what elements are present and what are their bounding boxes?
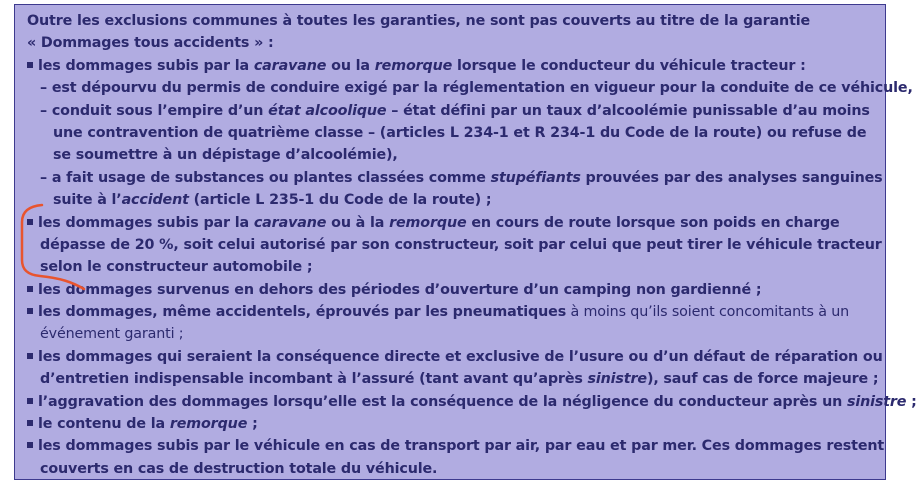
list-item-usure-cont — [27, 368, 879, 390]
text-segment: ou à la — [326, 214, 390, 231]
text-segment: caravane — [253, 57, 327, 74]
list-item-pneumatiques — [27, 301, 879, 323]
sub-item-stupefiants-cont — [27, 189, 879, 211]
text-segment: les dommages survenus en dehors des périodes d’ouverture d’un camping non gardienné ; — [38, 281, 762, 298]
text-segment: les dommages subis par la — [38, 57, 254, 74]
bullet-square-icon — [27, 398, 33, 404]
list-item-pneumatiques-cont: événement garanti ; — [40, 326, 184, 343]
text-segment: ; — [906, 393, 917, 410]
text-segment: (article L 235-1 du Code de la route) ; — [188, 192, 492, 209]
sub-item-stupefiants — [27, 167, 883, 189]
list-item-camping — [27, 279, 879, 301]
list-item-poids-cont-1: dépasse de 20 %, soit celui autorisé par son constructeur, soit par celui que peut tirer le véhicule tracteur — [40, 236, 882, 253]
text-segment: les dommages subis par le véhicule en cas de transport par air, par eau et par mer. Ces dommages restent — [38, 438, 885, 455]
text-segment: caravane — [253, 214, 327, 231]
bullet-square-icon — [27, 353, 33, 359]
text-segment: à moins qu’ils soient concomitants à un — [566, 304, 850, 321]
list-item-aggravation — [27, 391, 917, 413]
sub-item-alcool-cont-2: se soumettre à un dépistage d’alcoolémie), — [53, 147, 398, 164]
list-item-caravane-conducteur — [27, 55, 879, 77]
list-item-contenu — [27, 413, 879, 435]
text-segment: le contenu de la — [38, 416, 170, 433]
sub-item-alcool — [27, 100, 879, 122]
text-segment: – a fait usage de substances ou plantes classées comme — [40, 169, 491, 186]
text-segment: accident — [121, 192, 189, 209]
text-segment: suite à l’ — [53, 192, 122, 209]
text-segment: en cours de route lorsque son poids en charge — [466, 214, 840, 231]
intro-line-1: Outre les exclusions communes à toutes les garanties, ne sont pas couverts au titre de la garantie — [27, 13, 811, 29]
text-segment: les dommages subis par la — [38, 214, 254, 231]
bullet-square-icon — [27, 286, 33, 292]
list-item-usure — [27, 346, 883, 368]
text-segment: – état défini par un taux d’alcoolémie punissable d’au moins — [386, 102, 870, 119]
text-segment: ; — [247, 416, 258, 433]
text-segment: sinistre — [846, 393, 907, 410]
bullet-square-icon — [27, 420, 33, 426]
text-segment: ou la — [326, 57, 375, 74]
exclusions-text — [27, 10, 917, 480]
bullet-square-icon — [27, 308, 33, 314]
list-item-transport — [27, 435, 885, 457]
text-segment: lorsque le conducteur du véhicule tracteur : — [452, 57, 806, 74]
text-segment: d’entretien indispensable incombant à l’assuré (tant avant qu’après — [40, 371, 588, 388]
list-item-poids — [27, 212, 879, 234]
sub-item-permis: – est dépourvu du permis de conduire exigé par la réglementation en vigueur pour la conduite de ce véhicule, — [40, 80, 913, 97]
intro-line-2: « Dommages tous accidents » : — [27, 35, 274, 52]
text-segment: état alcoolique — [268, 102, 387, 119]
text-segment: prouvées par des analyses sanguines — [580, 169, 883, 186]
list-item-poids-cont-2: selon le constructeur automobile ; — [40, 259, 313, 276]
list-item-transport-cont: couverts en cas de destruction totale du véhicule. — [40, 460, 438, 477]
bullet-square-icon — [27, 219, 33, 225]
bullet-square-icon — [27, 62, 33, 68]
text-segment: les dommages qui seraient la conséquence directe et exclusive de l’usure ou d’un défaut de réparation ou — [38, 348, 883, 365]
text-segment: remorque — [389, 214, 467, 231]
text-segment: sinistre — [587, 371, 647, 388]
text-segment: remorque — [169, 416, 248, 433]
text-segment: – conduit sous l’empire d’un — [40, 102, 269, 119]
text-segment: l’aggravation des dommages lorsqu’elle est la conséquence de la négligence du conducteur après un — [38, 393, 847, 410]
text-segment: remorque — [374, 57, 453, 74]
text-segment: ), sauf cas de force majeure ; — [646, 371, 879, 388]
text-segment: les dommages, même accidentels, éprouvés par les pneumatiques — [38, 304, 567, 321]
sub-item-alcool-cont-1: une contravention de quatrième classe – (articles L 234-1 et R 234-1 du Code de la route) ou refuse de — [53, 124, 867, 141]
text-segment: stupéfiants — [490, 169, 581, 186]
bullet-square-icon — [27, 442, 33, 448]
